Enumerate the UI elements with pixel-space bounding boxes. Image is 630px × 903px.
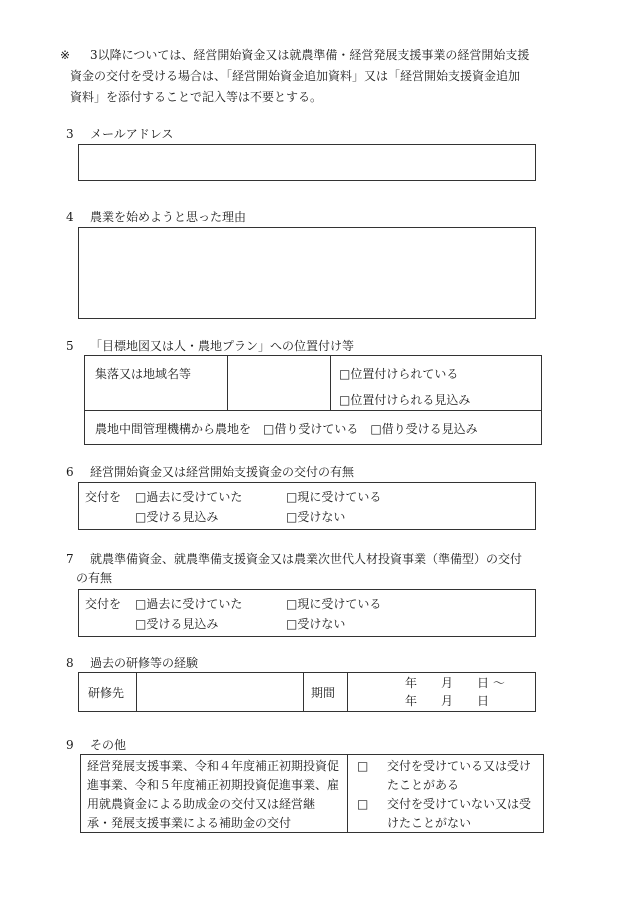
section-4-number: 4 bbox=[66, 210, 74, 224]
grant-6-option-past[interactable]: □過去に受けていた bbox=[135, 490, 243, 504]
training-col-1 bbox=[136, 673, 137, 711]
other-answer-not-received-line-2: けたことがない bbox=[387, 816, 472, 830]
grant-6-option-none[interactable]: □受けない bbox=[286, 510, 346, 524]
training-date-start[interactable]: 年 月 日 〜 bbox=[405, 676, 505, 690]
training-period-label: 期間 bbox=[311, 686, 336, 700]
grant-6-box bbox=[78, 482, 536, 530]
section-9-number: 9 bbox=[66, 738, 74, 752]
training-table bbox=[78, 672, 536, 712]
section-4-title: 農業を始めようと思った理由 bbox=[90, 210, 247, 224]
area-label: 集落又は地域名等 bbox=[95, 367, 192, 381]
other-desc-line-3: 用就農資金による助成金の交付又は経営継 bbox=[87, 797, 316, 811]
section-7-number: 7 bbox=[66, 552, 74, 566]
section-8-title: 過去の研修等の経験 bbox=[90, 656, 199, 670]
other-answer-not-received-line-1: 交付を受けていない又は受 bbox=[387, 797, 532, 811]
other-answer-received-line-1: 交付を受けている又は受け bbox=[387, 759, 532, 773]
grant-7-option-expected[interactable]: □受ける見込み bbox=[135, 617, 219, 631]
note-line-3: 資料」を添付することで記入等は不要とする。 bbox=[70, 90, 323, 104]
section-7-title-line-2: の有無 bbox=[76, 571, 113, 585]
grant-7-option-current[interactable]: □現に受けている bbox=[286, 597, 382, 611]
grant-7-option-none[interactable]: □受けない bbox=[286, 617, 346, 631]
other-desc-line-2: 進事業、令和５年度補正初期投資促進事業、雇 bbox=[87, 778, 340, 792]
note-line-1: 3以降については、経営開始資金又は就農準備・経営発展支援事業の経営開始支援 bbox=[90, 48, 530, 62]
training-place-label: 研修先 bbox=[88, 686, 125, 700]
plan-table-divider bbox=[85, 410, 541, 411]
land-lease-row[interactable]: 農地中間管理機構から農地を □借り受けている □借り受ける見込み bbox=[95, 422, 478, 436]
plan-option-positioned[interactable]: □位置付けられている bbox=[339, 367, 459, 381]
section-6-number: 6 bbox=[66, 465, 74, 479]
grant-6-lead: 交付を bbox=[85, 490, 122, 504]
other-desc-line-4: 承・発展支援事業による補助金の交付 bbox=[87, 816, 292, 830]
section-3-number: 3 bbox=[66, 127, 74, 141]
section-8-number: 8 bbox=[66, 656, 74, 670]
training-col-3 bbox=[347, 673, 348, 711]
plan-table bbox=[84, 355, 542, 445]
section-3-title: メールアドレス bbox=[90, 127, 174, 141]
note-mark: ※ bbox=[60, 48, 71, 62]
plan-option-expected[interactable]: □位置付けられる見込み bbox=[339, 393, 471, 407]
section-9-title: その他 bbox=[90, 738, 127, 752]
training-date-end[interactable]: 年 月 日 bbox=[405, 694, 490, 708]
other-table-divider bbox=[347, 755, 348, 832]
other-checkbox-not-received[interactable]: □ bbox=[357, 797, 369, 811]
other-answer-received-line-2: たことがある bbox=[387, 778, 460, 792]
section-5-title: 「目標地図又は人・農地プラン」への位置付け等 bbox=[90, 339, 355, 353]
grant-7-option-past[interactable]: □過去に受けていた bbox=[135, 597, 243, 611]
plan-table-col-1 bbox=[227, 356, 228, 410]
grant-7-lead: 交付を bbox=[85, 597, 122, 611]
note-line-2: 資金の交付を受ける場合は、「経営開始資金追加資料」又は「経営開始支援資金追加 bbox=[70, 69, 521, 83]
other-desc-line-1: 経営発展支援事業、令和４年度補正初期投資促 bbox=[87, 759, 340, 773]
plan-table-col-2 bbox=[330, 356, 331, 410]
grant-6-option-expected[interactable]: □受ける見込み bbox=[135, 510, 219, 524]
other-checkbox-received[interactable]: □ bbox=[357, 759, 369, 773]
email-field[interactable] bbox=[78, 144, 536, 181]
other-table bbox=[80, 754, 544, 833]
reason-field[interactable] bbox=[78, 227, 536, 319]
grant-6-option-current[interactable]: □現に受けている bbox=[286, 490, 382, 504]
grant-7-box bbox=[78, 589, 536, 637]
training-col-2 bbox=[303, 673, 304, 711]
section-5-number: 5 bbox=[66, 339, 74, 353]
section-6-title: 経営開始資金又は経営開始支援資金の交付の有無 bbox=[90, 465, 355, 479]
section-7-title: 就農準備資金、就農準備支援資金又は農業次世代人材投資事業（準備型）の交付 bbox=[90, 552, 523, 566]
